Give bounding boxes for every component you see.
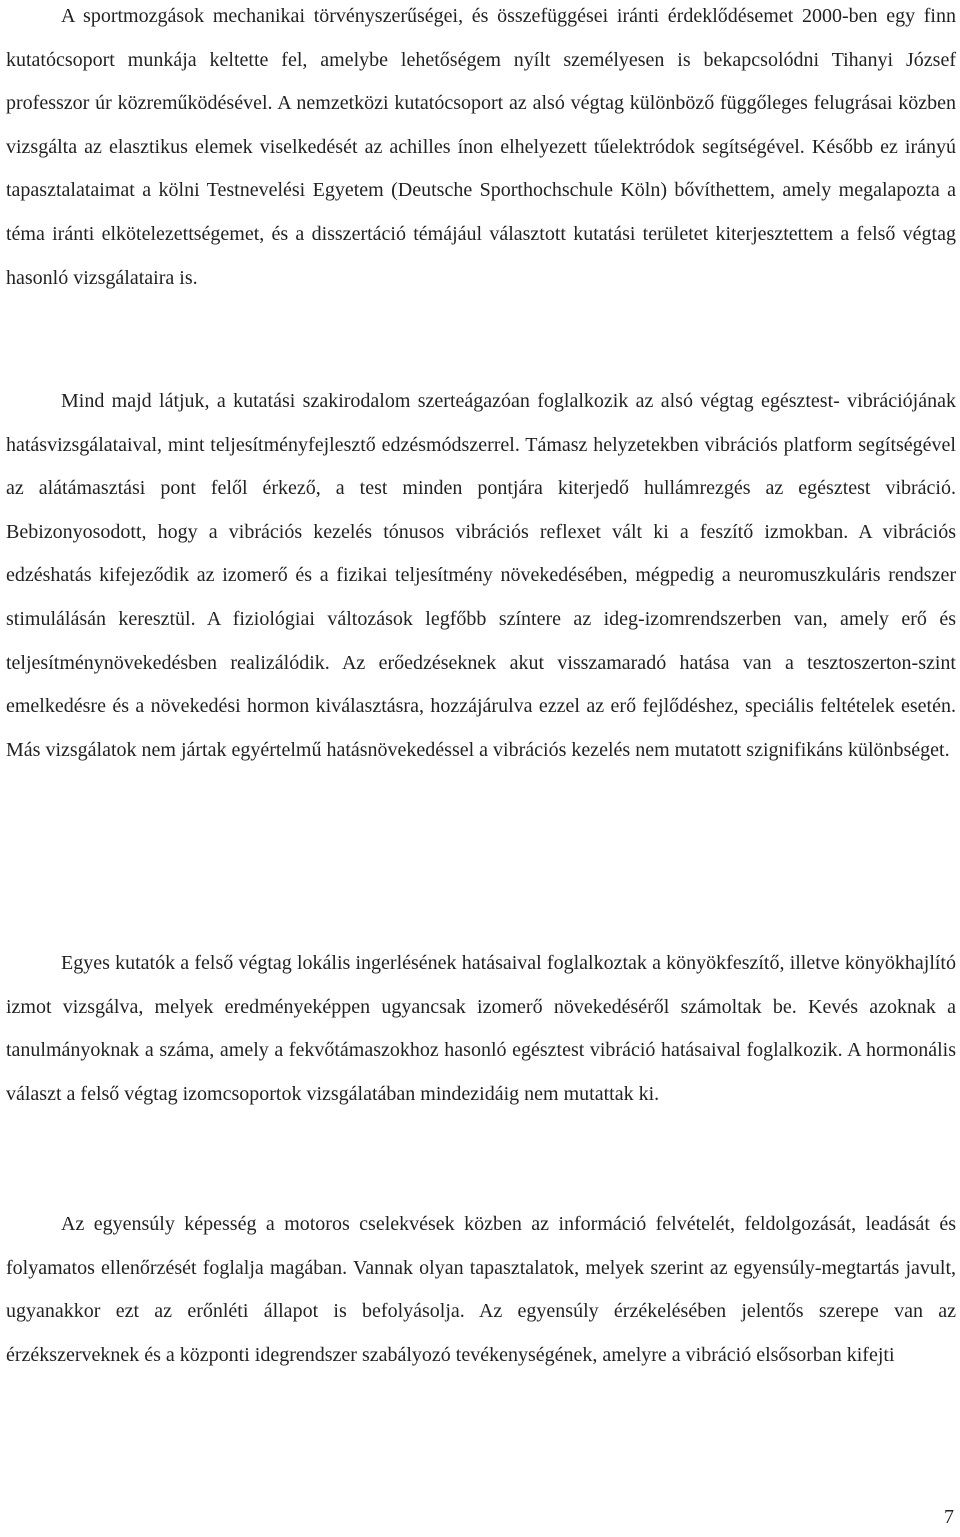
page-number: 7: [944, 1506, 954, 1528]
paragraph-4: Az egyensúly képesség a motoros cselekvések közben az információ felvételét, feldolgozását, leadását és folyamatos ellenőrzését foglalja magában. Vannak olyan tapasztalatok, melyek szerint az egyensúly-megtartás javult, ugyanakkor ezt az erőnléti állapot is befolyásolja. Az egyensúly érzékelésében jelentős szerepe van az érzékszerveknek és a központi idegrendszer szabályozó tevékenységének, amelyre a vibráció elsősorban kifejti: [6, 1213, 956, 1366]
paragraph-1: A sportmozgások mechanikai törvényszerűségei, és összefüggései iránti érdeklődésemet 2000-ben egy finn kutatócsoport munkája keltette fel, amelybe lehetőségem nyílt személyesen is bekapcsolódni Tihanyi József professzor úr közreműködésével. A nemzetközi kutatócsoport az alsó végtag különböző függőleges felugrásai közben vizsgálta az elasztikus elemek viselkedését az achilles ínon elhelyezett tűelektródok segítségével. Később ez irányú tapasztalataimat a kölni Testnevelési Egyetem (Deutsche Sporthochschule Köln) bővíthettem, amely megalapozta a téma iránti elkötelezettségemet, és a disszertáció témájául választott kutatási területet kiterjesztettem a felső végtag hasonló vizsgálataira is.: [6, 5, 956, 289]
paragraph-2: Mind majd látjuk, a kutatási szakirodalom szerteágazóan foglalkozik az alsó végtag egésztest- vibrációjának hatásvizsgálataival, mint teljesítményfejlesztő edzésmódszerrel. Támasz helyzetekben vibrációs platform segítségével az alátámasztási pont felől érkező, a test minden pontjára kiterjedő hullámrezgés az egésztest vibráció. Bebizonyosodott, hogy a vibrációs kezelés tónusos vibrációs reflexet vált ki a feszítő izmokban. A vibrációs edzéshatás kifejeződik az izomerő és a fizikai teljesítmény növekedésében, mégpedig a neuromuszkuláris rendszer stimulálásán keresztül. A fiziológiai változások legfőbb színtere az ideg-izomrendszerben van, amely erő és teljesítménynövekedésben realizálódik. Az erőedzéseknek akut visszamaradó hatása van a tesztoszerton-szint emelkedésre és a növekedési hormon kiválasztásra, hozzájárulva ezzel az erő fejlődéshez, speciális feltételek esetén. Más vizsgálatok nem jártak egyértelmű hatásnövekedéssel a vibrációs kezelés nem mutatott szignifikáns különbséget.: [6, 390, 956, 761]
paragraph-3: Egyes kutatók a felső végtag lokális ingerlésének hatásaival foglalkoztak a könyökfeszítő, illetve könyökhajlító izmot vizsgálva, melyek eredményeképpen ugyancsak izomerő növekedéséről számoltak be. Kevés azoknak a tanulmányoknak a száma, amely a fekvőtámaszokhoz hasonló egésztest vibráció hatásaival foglalkozik. A hormonális választ a felső végtag izomcsoportok vizsgálatában mindezidáig nem mutattak ki.: [6, 952, 956, 1105]
